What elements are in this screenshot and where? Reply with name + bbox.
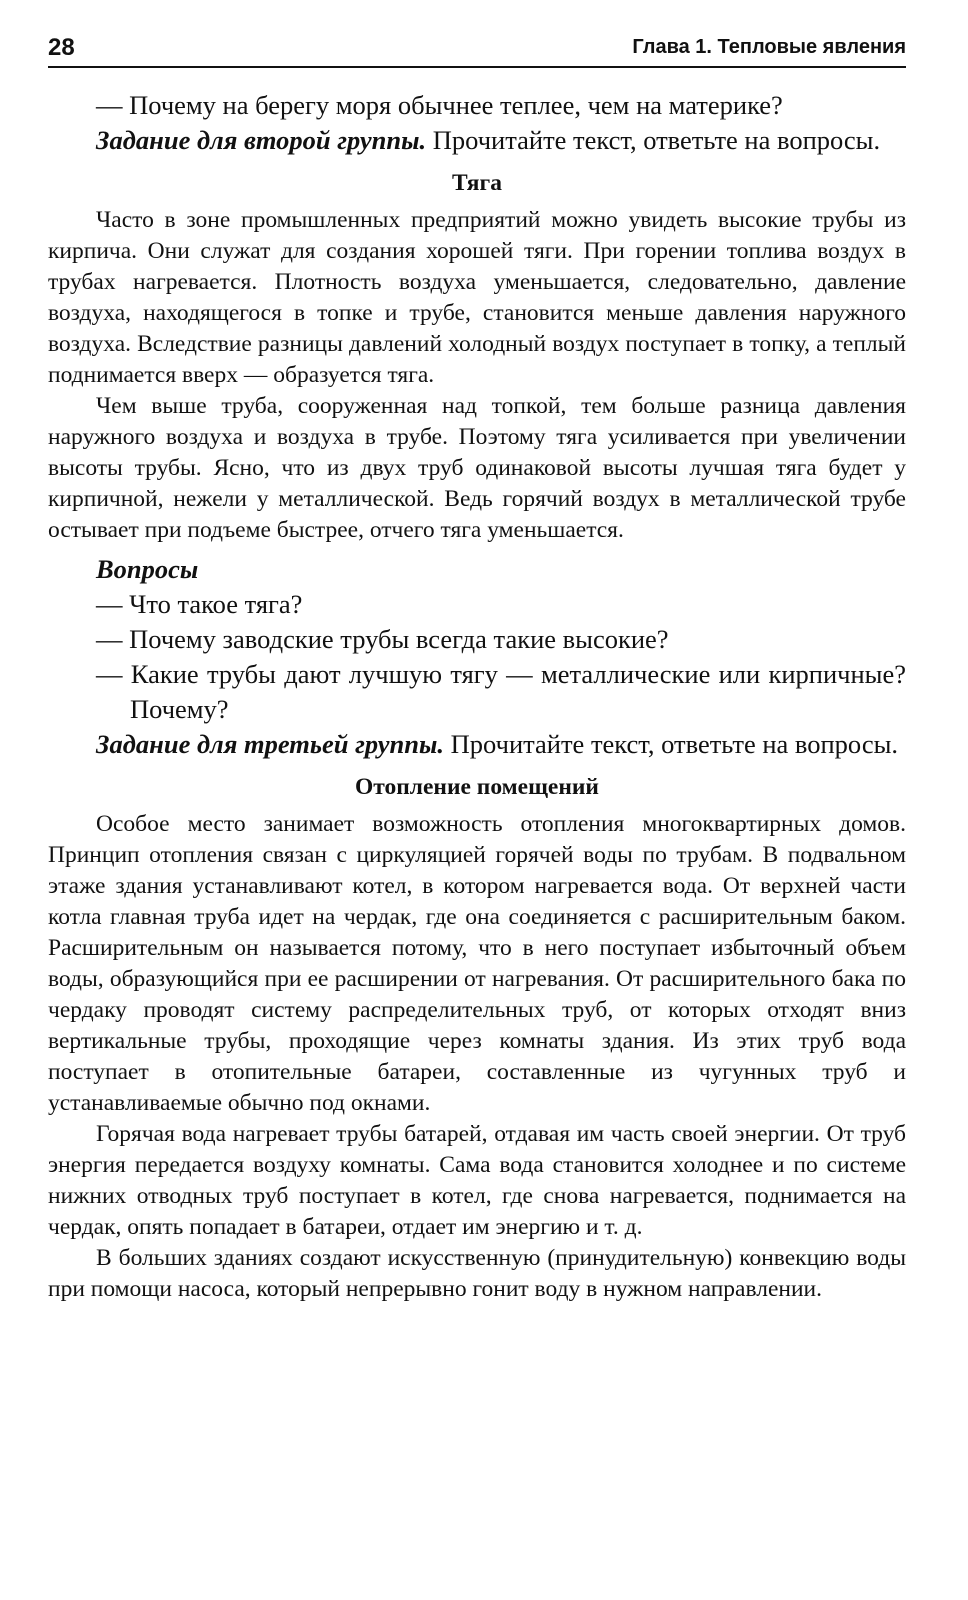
task2-text: Прочитайте текст, ответьте на вопросы. xyxy=(426,125,881,155)
task3-text: Прочитайте текст, ответьте на вопросы. xyxy=(444,729,899,759)
section2-title: Отопление помещений xyxy=(355,774,599,800)
section1-title: Тяга xyxy=(452,170,502,196)
task2-label: Задание для второй группы. xyxy=(96,125,427,155)
intro-question: — Почему на берегу моря обычнее теплее, чем на материке? xyxy=(96,90,783,120)
section1-paragraph-2: Чем выше труба, сооруженная над топкой, тем больше разница давления наружного воздуха и воздуха в трубе. Поэтому тяга усиливается при увеличении высоты трубы. Ясно, что из двух труб одинаковой высоты лучшая тяга будет у кирпичной, нежели у металлической. Ведь горячий воздух в металлической трубе остывает при подъеме быстрее, отчего тяга уменьшается. xyxy=(48,393,906,543)
page-body xyxy=(48,88,906,1305)
question-1: — Что такое тяга? xyxy=(96,589,303,619)
questions-heading: Вопросы xyxy=(96,554,199,584)
question-3: — Какие трубы дают лучшую тягу — металлические или кирпичные? Почему? xyxy=(96,659,906,724)
page-header xyxy=(48,34,906,68)
running-head: Глава 1. Тепловые явления xyxy=(632,36,906,58)
page-number: 28 xyxy=(48,34,75,61)
section2-paragraph-1: Особое место занимает возможность отопления многоквартирных домов. Принцип отопления связан с циркуляцией горячей воды по трубам. В подвальном этаже здания устанавливают котел, в котором нагревается вода. От верхней части котла главная труба идет на чердак, где она соединяется с расширительным баком. Расширительным он называется потому, что в него поступает избыточный объем воды, образующийся при ее расширении от нагревания. От расширительного бака по чердаку проводят систему распределительных труб, от которых отходят вниз вертикальные трубы, проходящие через комнаты здания. Из этих труб вода поступает в отопительные батареи, составленные из чугунных труб и устанавливаемые обычно под окнами. xyxy=(48,811,906,1116)
question-2: — Почему заводские трубы всегда такие высокие? xyxy=(96,624,669,654)
section1-paragraph-1: Часто в зоне промышленных предприятий можно увидеть высокие трубы из кирпича. Они служат для создания хорошей тяги. При горении топлива воздух в трубах нагревается. Плотность воздуха уменьшается, следовательно, давление воздуха, находящегося в топке и трубе, становится меньше давления наружного воздуха. Вследствие разницы давлений холодный воздух поступает в топку, а теплый поднимается вверх — образуется тяга. xyxy=(48,207,906,388)
section2-paragraph-3: В больших зданиях создают искусственную (принудительную) конвекцию воды при помощи насоса, который непрерывно гонит воду в нужном направлении. xyxy=(48,1245,906,1302)
task3-paragraph xyxy=(48,727,906,762)
task2-paragraph xyxy=(48,123,906,158)
section2-paragraph-2: Горячая вода нагревает трубы батарей, отдавая им часть своей энергии. От труб энергия передается воздуху комнаты. Сама вода становится холоднее и по системе нижних отводных труб поступает в котел, где снова нагревается, поднимается на чердак, опять попадает в батареи, отдает им энергию и т. д. xyxy=(48,1121,906,1240)
task3-label: Задание для третьей группы. xyxy=(96,729,445,759)
